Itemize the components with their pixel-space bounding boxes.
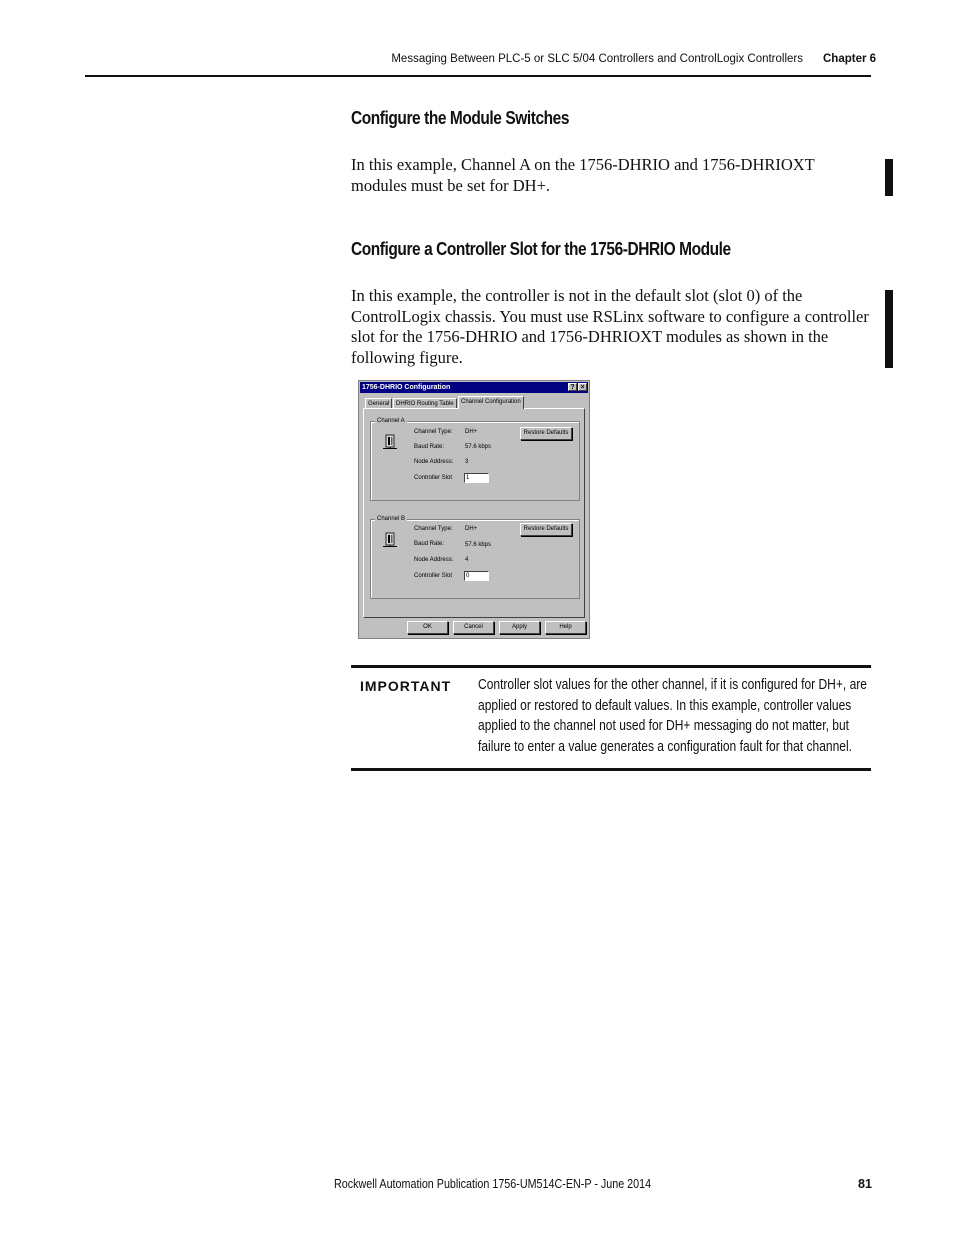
- important-label: IMPORTANT: [360, 678, 452, 694]
- channel-b-label: Channel B: [377, 516, 406, 522]
- dialog-title-bar: [360, 382, 588, 393]
- apply-button[interactable]: Apply: [499, 621, 540, 634]
- channel-a-group: [370, 418, 580, 501]
- help-button[interactable]: Help: [545, 621, 586, 634]
- node-address-value: 3: [465, 459, 469, 465]
- change-bar: [885, 159, 893, 196]
- important-bottom-rule: [351, 768, 871, 771]
- section2-paragraph: [351, 286, 869, 368]
- running-header-title: Messaging Between PLC-5 or SLC 5/04 Controllers and ControlLogix Controllers: [391, 53, 803, 65]
- paragraph-line: following figure.: [351, 347, 463, 367]
- paragraph-line: slot for the 1756-DHRIO and 1756-DHRIOXT modules as shown in the: [351, 327, 829, 346]
- controller-slot-b-input[interactable]: 0: [464, 571, 489, 581]
- important-line: applied or restored to default values. In this example, controller values: [478, 697, 852, 714]
- dhrio-configuration-dialog: [358, 380, 590, 639]
- controller-slot-label: Controller Slot: [414, 475, 453, 481]
- channel-type-label: Channel Type:: [414, 429, 453, 435]
- cancel-button[interactable]: Cancel: [453, 621, 494, 634]
- baud-rate-label: Baud Rate:: [414, 444, 445, 450]
- controller-slot-label: Controller Slot: [414, 573, 453, 579]
- restore-defaults-a-button[interactable]: Restore Defaults: [520, 427, 572, 440]
- important-line: failure to enter a value generates a configuration fault for that channel.: [478, 738, 853, 755]
- restore-defaults-b-button[interactable]: Restore Defaults: [520, 523, 572, 536]
- dh-plus-device-icon: [383, 532, 397, 548]
- chapter-label: Chapter 6: [823, 53, 877, 65]
- page-number: 81: [858, 1177, 872, 1191]
- baud-rate-value: 57.6 kbps: [465, 542, 492, 548]
- channel-type-value: DH+: [465, 526, 478, 532]
- dialog-title: 1756-DHRIO Configuration: [362, 384, 451, 391]
- header-rule: [85, 75, 871, 77]
- dh-plus-device-icon: [383, 434, 397, 450]
- controller-slot-a-input[interactable]: 1: [464, 473, 489, 483]
- section-heading-controller-slot: Configure a Controller Slot for the 1756-DHRIO Module: [351, 239, 731, 259]
- tab-channel-configuration[interactable]: Channel Configuration: [458, 396, 524, 409]
- help-question-button[interactable]: ?: [568, 383, 577, 391]
- important-line: applied to the channel not used for DH+ messaging do not matter, but: [478, 718, 849, 734]
- close-button[interactable]: ×: [578, 383, 587, 391]
- channel-configuration-panel: [363, 408, 585, 618]
- channel-type-value: DH+: [465, 429, 478, 435]
- ok-button[interactable]: OK: [407, 621, 448, 634]
- channel-type-label: Channel Type:: [414, 526, 453, 532]
- paragraph-line: In this example, the controller is not in the default slot (slot 0) of the: [351, 286, 803, 305]
- baud-rate-label: Baud Rate:: [414, 541, 445, 547]
- tab-general[interactable]: General: [365, 398, 392, 408]
- paragraph-line: modules must be set for DH+.: [351, 175, 551, 195]
- footer-publication: Rockwell Automation Publication 1756-UM514C-EN-P - June 2014: [334, 1177, 652, 1191]
- change-bar: [885, 290, 893, 368]
- section1-paragraph: [351, 155, 861, 196]
- tab-dhrio-routing-table[interactable]: DHRIO Routing Table: [393, 398, 457, 408]
- paragraph-line: In this example, Channel A on the 1756-DHRIO and 1756-DHRIOXT: [351, 155, 815, 174]
- important-text: [478, 675, 870, 757]
- node-address-label: Node Address:: [414, 557, 454, 563]
- important-line: Controller slot values for the other channel, if it is configured for DH+, are: [478, 677, 867, 693]
- paragraph-line: ControlLogix chassis. You must use RSLinx software to configure a controller: [351, 306, 869, 326]
- important-top-rule: [351, 665, 871, 668]
- section-heading-module-switches: Configure the Module Switches: [351, 108, 570, 128]
- channel-a-label: Channel A: [377, 418, 405, 424]
- channel-b-group: [370, 516, 580, 599]
- baud-rate-value: 57.6 kbps: [465, 444, 492, 450]
- node-address-value: 4: [465, 557, 469, 563]
- node-address-label: Node Address:: [414, 459, 454, 465]
